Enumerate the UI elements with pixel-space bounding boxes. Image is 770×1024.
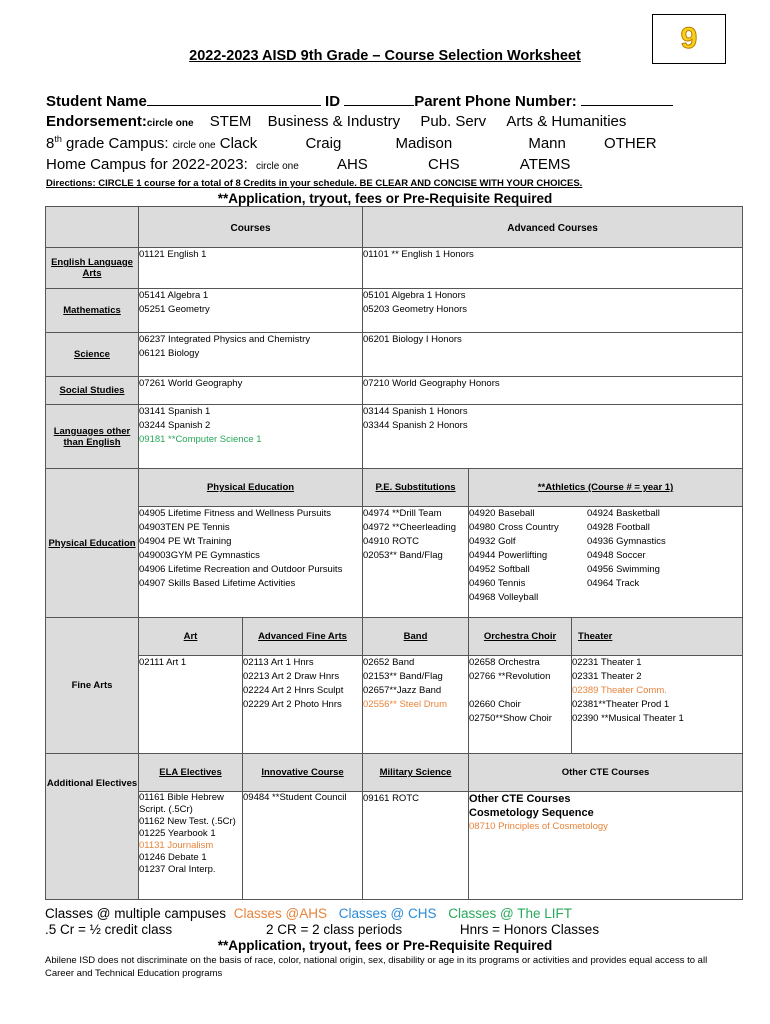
campus-option[interactable]: Madison <box>395 135 453 152</box>
social-advanced <box>363 377 743 405</box>
table-header-row <box>46 207 743 248</box>
pe-sub-header: P.E. Substitutions <box>363 469 469 507</box>
course-item[interactable]: 02231 Theater 1 <box>572 657 642 668</box>
course-item[interactable]: 02113 Art 1 Hnrs <box>243 657 314 668</box>
course-item[interactable]: 02556** Steel Drum <box>363 699 447 710</box>
course-item[interactable]: 02331 Theater 2 <box>572 671 642 682</box>
course-item[interactable]: 08710 Principles of Cosmetology <box>469 821 608 832</box>
course-item[interactable]: 03344 Spanish 2 Honors <box>363 420 468 431</box>
course-item[interactable]: 04903TEN PE Tennis <box>139 522 230 533</box>
adv-art-courses <box>243 656 363 754</box>
course-item[interactable]: 05101 Algebra 1 Honors <box>363 290 466 301</box>
course-item[interactable]: 04980 Cross Country <box>469 522 559 533</box>
legend-campus-colors <box>45 906 572 921</box>
legend-lift: Classes @ The LIFT <box>448 906 573 921</box>
course-item[interactable]: 049003GYM PE Gymnastics <box>139 550 260 561</box>
header-blank <box>46 207 139 248</box>
table-row <box>46 248 743 289</box>
course-item[interactable]: 04905 Lifetime Fitness and Wellness Pursuits <box>139 508 332 519</box>
course-item[interactable]: 01225 Yearbook 1 <box>139 828 216 839</box>
course-item[interactable]: 02224 Art 2 Hnrs Sculpt <box>243 685 344 696</box>
campus-note: circle one <box>172 140 216 151</box>
course-item[interactable]: 05141 Algebra 1 <box>139 290 209 301</box>
military-header: Military Science <box>363 754 469 792</box>
legend-credits <box>45 922 599 937</box>
subject-languages: Languages other than English <box>46 405 139 469</box>
ela-electives-header: ELA Electives <box>139 754 243 792</box>
course-item[interactable]: 02657**Jazz Band <box>363 685 442 696</box>
course-item[interactable]: 01121 English 1 <box>139 249 207 260</box>
endorsement-option[interactable]: Arts & Humanities <box>506 113 627 130</box>
nondiscrimination-statement: Abilene ISD does not discriminate on the basis of race, color, national origin, sex, disability or age in its programs or activities and provides equal access to all Career and Technical Education programs <box>45 955 708 979</box>
campus-option[interactable]: Clack <box>219 135 258 152</box>
home-campus-option[interactable]: CHS <box>427 156 460 173</box>
home-campus-label: Home Campus for 2022-2023: <box>46 156 248 173</box>
legend-two-credit: 2 CR = 2 class periods <box>265 922 403 937</box>
student-name-label: Student Name <box>46 93 147 110</box>
campus-option[interactable]: Mann <box>528 135 566 152</box>
student-name-field[interactable] <box>147 91 321 106</box>
military-courses <box>363 792 469 900</box>
innovative-header: Innovative Course <box>243 754 363 792</box>
campus-label-sup: th <box>54 134 62 144</box>
endorsement-label: Endorsement: <box>46 113 147 130</box>
other-cte-header: Other CTE Courses <box>469 754 743 792</box>
campus-label-pre: 8 <box>46 135 55 152</box>
fine-arts-header-row <box>46 618 743 656</box>
subject-electives: Additional Electives <box>46 754 139 900</box>
table-row <box>46 405 743 469</box>
course-item[interactable]: 01246 Debate 1 <box>139 852 207 863</box>
ela-electives <box>139 792 243 900</box>
course-table <box>45 206 743 900</box>
parent-phone-field[interactable] <box>581 91 673 106</box>
adv-fine-arts-header: Advanced Fine Arts <box>243 618 363 656</box>
course-item[interactable]: 02213 Art 2 Draw Hnrs <box>243 671 340 682</box>
endorsement-option[interactable]: Business & Industry <box>267 113 401 130</box>
math-courses <box>139 289 363 333</box>
course-item[interactable]: 01237 Oral Interp. <box>139 864 216 875</box>
home-campus-row <box>46 156 570 173</box>
id-label: ID <box>325 93 341 110</box>
course-item[interactable]: 04968 Volleyball <box>469 592 539 603</box>
home-campus-note: circle one <box>255 161 299 172</box>
course-item[interactable]: 01101 ** English 1 Honors <box>363 249 474 260</box>
languages-courses <box>139 405 363 469</box>
course-item[interactable]: 02652 Band <box>363 657 415 668</box>
athletics-header: **Athletics (Course # = year 1) <box>469 469 743 507</box>
electives-header-row <box>46 754 743 792</box>
innovative-courses <box>243 792 363 900</box>
course-item[interactable]: 09484 **Student Council <box>243 792 347 803</box>
course-item[interactable]: 09181 **Computer Science 1 <box>139 434 262 445</box>
course-item[interactable]: 06121 Biology <box>139 348 200 359</box>
course-item[interactable]: 04928 Football <box>587 522 650 533</box>
course-item[interactable]: 03244 Spanish 2 <box>139 420 211 431</box>
grade-number: 9 <box>680 22 698 55</box>
course-item[interactable]: 04972 **Cheerleading <box>363 522 456 533</box>
endorsement-option[interactable]: STEM <box>209 113 252 130</box>
theater-courses <box>572 656 743 754</box>
theater-header: Theater <box>572 618 743 656</box>
course-item[interactable]: 07210 World Geography Honors <box>363 378 500 389</box>
course-item[interactable]: 03141 Spanish 1 <box>139 406 211 417</box>
math-advanced <box>363 289 743 333</box>
english-courses <box>139 248 363 289</box>
subject-english: English Language Arts <box>46 248 139 289</box>
course-item[interactable]: 04907 Skills Based Lifetime Activities <box>139 578 296 589</box>
table-row <box>46 289 743 333</box>
course-item[interactable]: 04974 **Drill Team <box>363 508 442 519</box>
home-campus-option[interactable]: ATEMS <box>519 156 571 173</box>
course-item[interactable]: 04964 Track <box>587 578 640 589</box>
table-row <box>46 656 743 754</box>
course-item[interactable]: 07261 World Geography <box>139 378 243 389</box>
legend-ahs: Classes @AHS <box>233 906 328 921</box>
course-item[interactable]: 04910 ROTC <box>363 536 419 547</box>
course-item[interactable]: 06237 Integrated Physics and Chemistry <box>139 334 311 345</box>
course-item[interactable]: 04904 PE Wt Training <box>139 536 232 547</box>
id-field[interactable] <box>344 91 414 106</box>
parent-phone-label: Parent Phone Number: <box>414 93 577 110</box>
art-header: Art <box>139 618 243 656</box>
legend-chs: Classes @ CHS <box>338 906 437 921</box>
other-cte-courses <box>469 792 743 900</box>
endorsement-note: circle one <box>146 118 194 129</box>
course-item[interactable]: 09161 ROTC <box>363 793 419 804</box>
course-item[interactable]: 04948 Soccer <box>587 550 646 561</box>
course-item[interactable]: 04944 Powerlifting <box>469 550 548 561</box>
subject-fine-arts: Fine Arts <box>46 618 139 754</box>
course-item[interactable]: 01161 Bible Hebrew Script. (.5Cr) <box>139 792 224 815</box>
table-row <box>46 507 743 618</box>
athletics-left <box>469 507 587 605</box>
legend-honors: Hnrs = Honors Classes <box>459 922 600 937</box>
course-item[interactable]: 04936 Gymnastics <box>587 536 666 547</box>
course-item[interactable]: 01131 Journalism <box>139 840 214 851</box>
science-courses <box>139 333 363 377</box>
course-item[interactable]: 02766 **Revolution <box>469 671 551 682</box>
header-advanced: Advanced Courses <box>363 207 743 248</box>
band-header: Band <box>363 618 469 656</box>
course-item[interactable]: 02750**Show Choir <box>469 713 552 724</box>
course-item[interactable]: 04920 Baseball <box>469 508 535 519</box>
science-advanced <box>363 333 743 377</box>
pe-header-row <box>46 469 743 507</box>
english-advanced <box>363 248 743 289</box>
legend-half-credit: .5 Cr = ½ credit class <box>45 922 173 937</box>
subject-science: Science <box>46 333 139 377</box>
campus-option[interactable]: OTHER <box>604 135 657 152</box>
art-courses <box>139 656 243 754</box>
athletics-right <box>587 507 666 605</box>
course-item[interactable]: 02389 Theater Comm. <box>572 685 667 696</box>
course-item[interactable]: 04924 Basketball <box>587 508 660 519</box>
pe-courses <box>139 507 363 618</box>
course-item[interactable]: 02229 Art 2 Photo Hnrs <box>243 699 342 710</box>
course-item[interactable]: 05251 Geometry <box>139 304 210 315</box>
orchestra-header: Orchestra Choir <box>469 618 572 656</box>
legend-multi: Classes @ multiple campuses <box>45 906 227 921</box>
languages-advanced <box>363 405 743 469</box>
course-item[interactable]: 02381**Theater Prod 1 <box>572 699 670 710</box>
course-item[interactable]: 04906 Lifetime Recreation and Outdoor Pursuits <box>139 564 343 575</box>
home-campus-option[interactable]: AHS <box>336 156 368 173</box>
cte-sequence-title: Cosmetology Sequence <box>469 807 594 819</box>
cte-title: Other CTE Courses <box>469 793 571 805</box>
course-item[interactable]: 06201 Biology I Honors <box>363 334 462 345</box>
pe-header: Physical Education <box>139 469 363 507</box>
header-courses: Courses <box>139 207 363 248</box>
course-item[interactable]: 02660 Choir <box>469 699 521 710</box>
subject-math: Mathematics <box>46 289 139 333</box>
student-info-row <box>46 91 673 110</box>
campus-option[interactable]: Craig <box>305 135 342 152</box>
course-item[interactable]: 05203 Geometry Honors <box>363 304 468 315</box>
course-item[interactable]: 02658 Orchestra <box>469 657 540 668</box>
table-row <box>46 792 743 900</box>
band-courses <box>363 656 469 754</box>
course-item[interactable]: 02053** Band/Flag <box>363 550 443 561</box>
athletics-courses <box>469 507 743 618</box>
subject-social-studies: Social Studies <box>46 377 139 405</box>
course-item[interactable]: 04952 Softball <box>469 564 530 575</box>
directions: Directions: CIRCLE 1 course for a total of 8 Credits in your schedule. BE CLEAR AND CONCISE WITH YOUR CHOICES. <box>46 178 583 189</box>
page-title: 2022-2023 AISD 9th Grade – Course Selection Worksheet <box>189 48 581 64</box>
table-row <box>46 333 743 377</box>
course-item[interactable]: 02390 **Musical Theater 1 <box>572 713 684 724</box>
course-item[interactable]: 04932 Golf <box>469 536 516 547</box>
campus-label: grade Campus: <box>61 135 169 152</box>
course-item[interactable]: 01162 New Test. (.5Cr) <box>139 816 236 827</box>
course-item[interactable]: 02111 Art 1 <box>139 657 187 668</box>
orchestra-courses <box>469 656 572 754</box>
campus-row <box>46 134 657 152</box>
pe-subs <box>363 507 469 618</box>
endorsement-row <box>46 113 626 130</box>
application-note: **Application, tryout, fees or Pre-Requisite Required <box>217 191 553 206</box>
footer-application-note: **Application, tryout, fees or Pre-Requisite Required <box>217 938 553 953</box>
subject-pe: Physical Education <box>46 469 139 618</box>
course-item[interactable]: 04960 Tennis <box>469 578 526 589</box>
course-item[interactable]: 04956 Swimming <box>587 564 660 575</box>
course-item[interactable]: 03144 Spanish 1 Honors <box>363 406 468 417</box>
table-row <box>46 377 743 405</box>
endorsement-option[interactable]: Pub. Serv <box>420 113 487 130</box>
course-item[interactable]: 02153** Band/Flag <box>363 671 443 682</box>
social-courses <box>139 377 363 405</box>
